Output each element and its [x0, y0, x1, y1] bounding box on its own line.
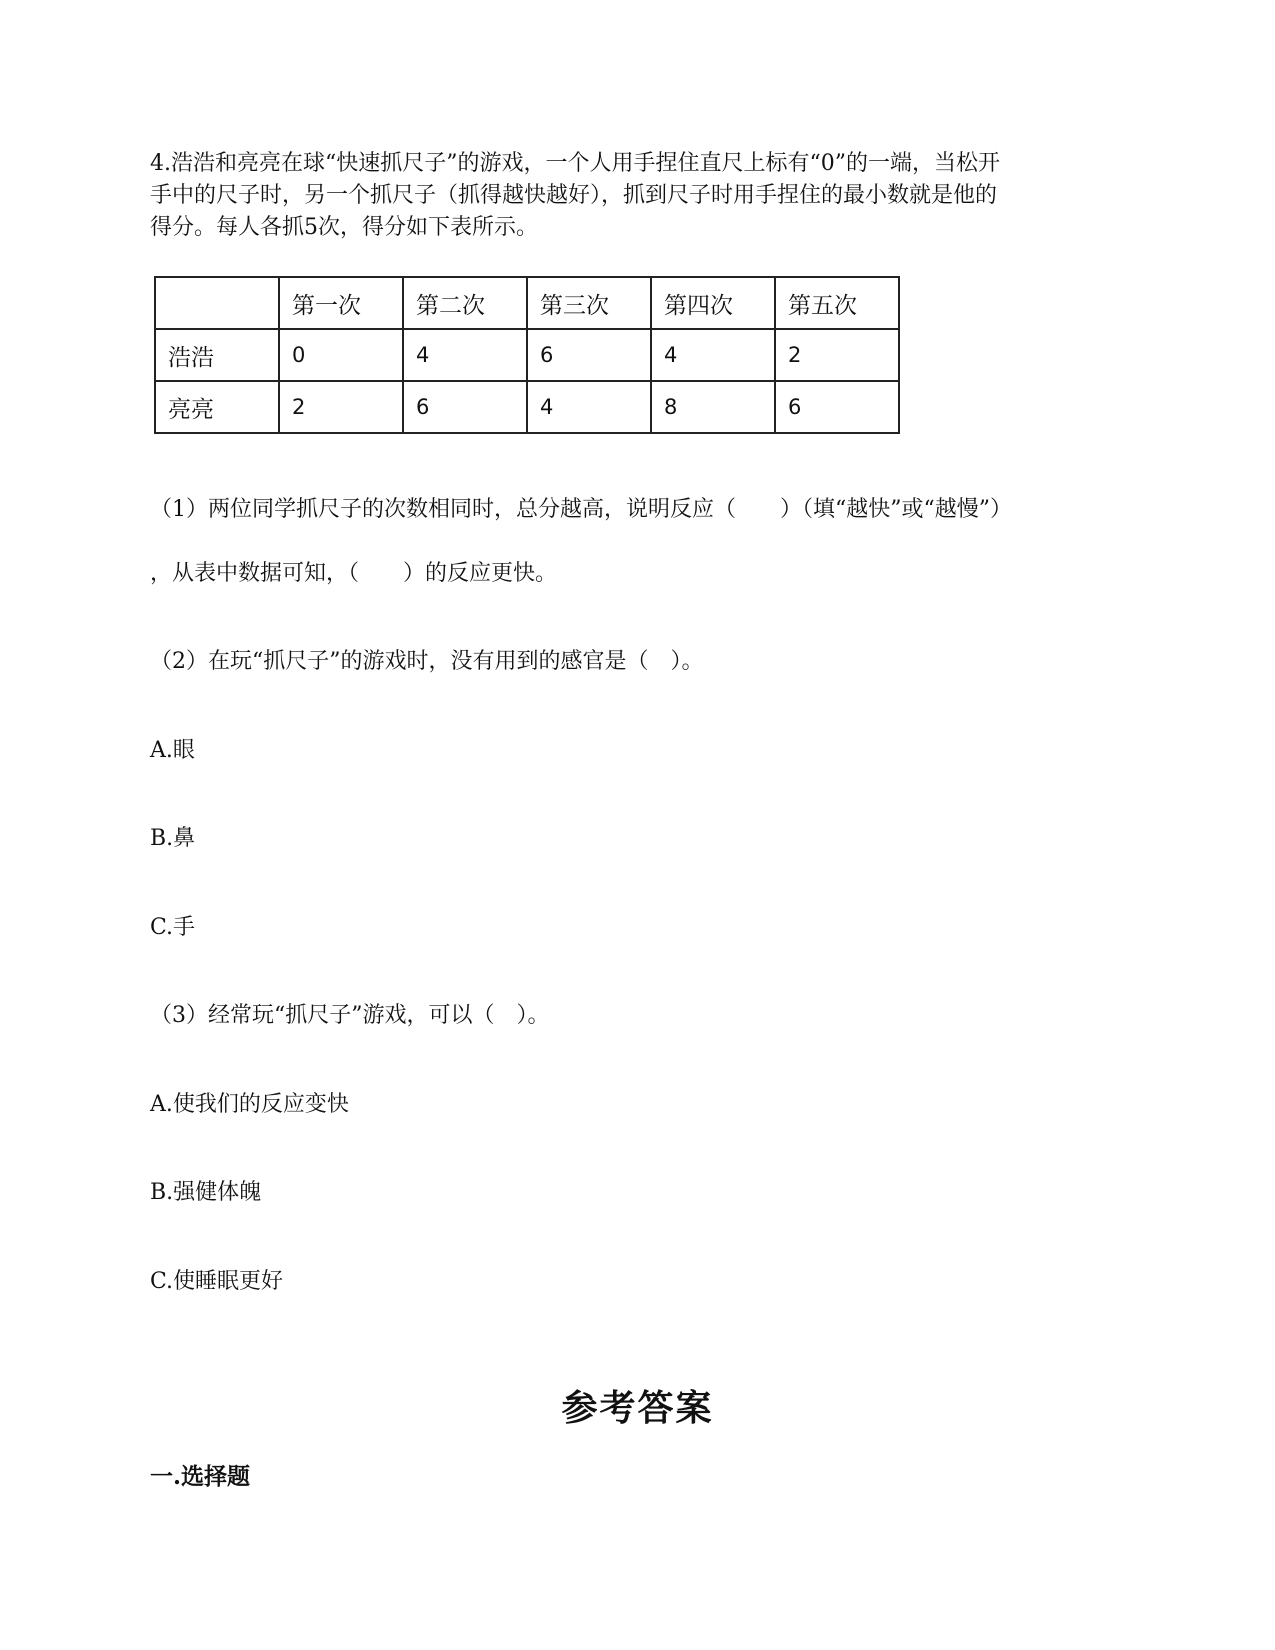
table-header-row [155, 277, 899, 329]
table-header-cell: 第四次 [651, 277, 775, 329]
intro-line: 手中的尺子时，另一个抓尺子（抓得越快越好），抓到尺子时用手捏住的最小数就是他的 [150, 183, 998, 208]
table-header-cell [155, 277, 279, 329]
score-cell: 6 [403, 381, 527, 433]
part2-option-a: A.眼 [150, 738, 195, 763]
part3-option-a: A.使我们的反应变快 [150, 1092, 349, 1117]
part1-line1: （1）两位同学抓尺子的次数相同时，总分越高，说明反应（ ）（填“越快”或“越慢”） [150, 497, 1012, 522]
score-cell: 2 [775, 329, 899, 381]
intro-line: 得分。每人各抓5次，得分如下表所示。 [150, 215, 538, 240]
table-row [155, 381, 899, 433]
part3-option-c: C.使睡眠更好 [150, 1269, 284, 1294]
section-heading: 一.选择题 [150, 1463, 251, 1490]
part2-question: （2）在玩“抓尺子”的游戏时，没有用到的感官是（ ）。 [150, 649, 704, 674]
score-cell: 0 [279, 329, 403, 381]
table-row [155, 329, 899, 381]
score-cell: 6 [527, 329, 651, 381]
intro-line: 4.浩浩和亮亮在球“快速抓尺子”的游戏，一个人用手捏住直尺上标有“0”的一端，当松开 [150, 151, 1000, 176]
part2-option-b: B.鼻 [150, 826, 196, 851]
score-table [154, 276, 900, 434]
table-header-cell: 第五次 [775, 277, 899, 329]
score-cell: 8 [651, 381, 775, 433]
table-header-cell: 第一次 [279, 277, 403, 329]
score-cell: 2 [279, 381, 403, 433]
part2-option-c: C.手 [150, 915, 196, 940]
answers-title: 参考答案 [561, 1387, 714, 1429]
score-cell: 4 [651, 329, 775, 381]
row-name-cell: 浩浩 [155, 329, 279, 381]
row-name-cell: 亮亮 [155, 381, 279, 433]
part3-question: （3）经常玩“抓尺子”游戏，可以（ ）。 [150, 1003, 550, 1028]
question-intro [150, 148, 1130, 244]
score-cell: 4 [527, 381, 651, 433]
score-cell: 6 [775, 381, 899, 433]
table-header-cell: 第三次 [527, 277, 651, 329]
part3-option-b: B.强健体魄 [150, 1180, 262, 1205]
part1-line2: ，从表中数据可知，（ ）的反应更快。 [150, 561, 558, 586]
score-cell: 4 [403, 329, 527, 381]
table-header-cell: 第二次 [403, 277, 527, 329]
